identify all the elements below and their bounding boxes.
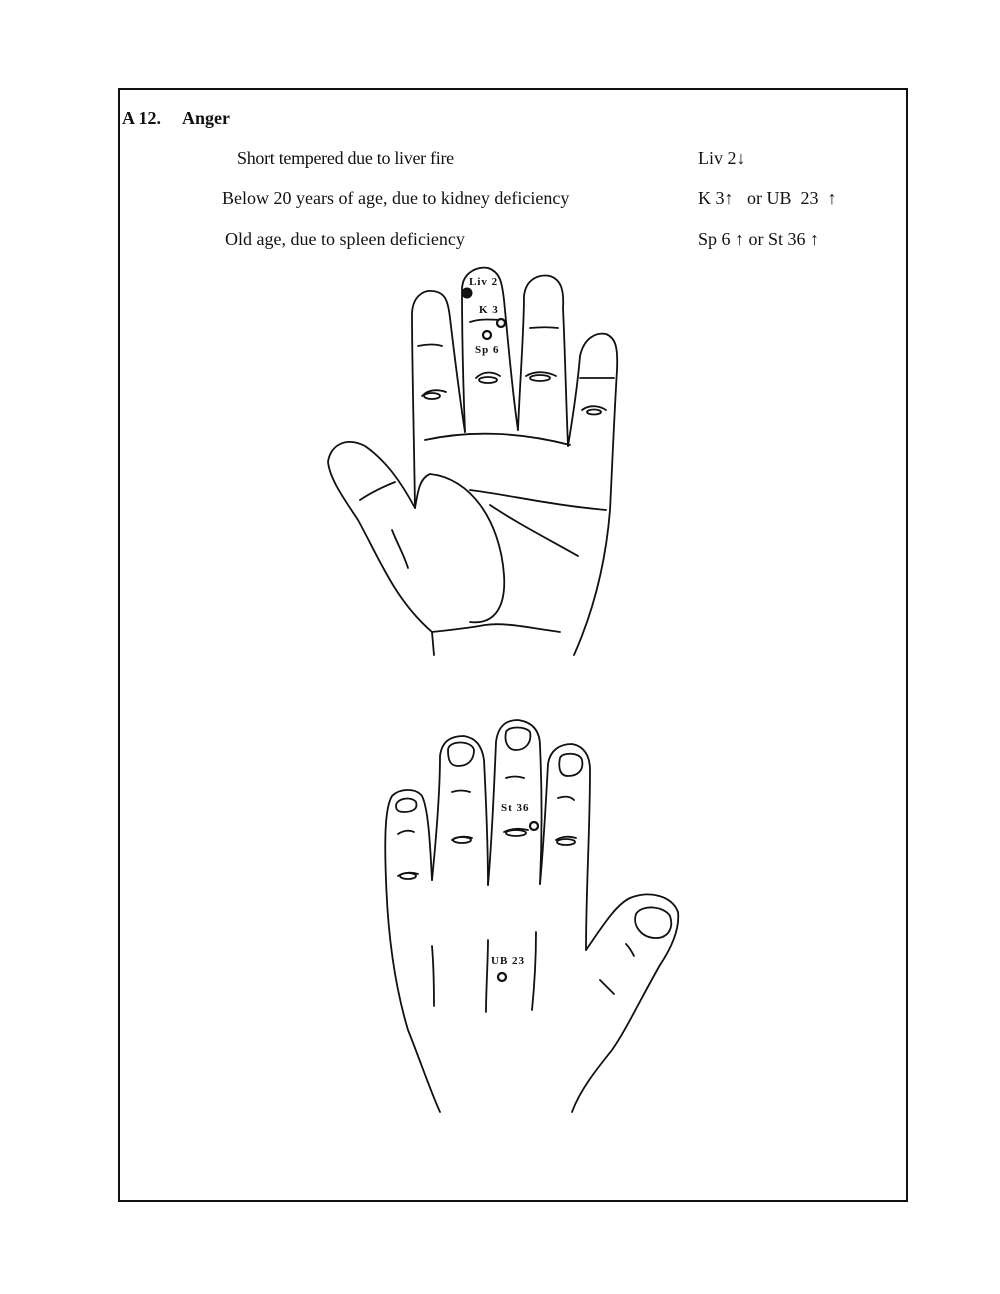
condition-text: Old age, due to spleen deficiency xyxy=(225,229,465,249)
dorsal-hand-drawing xyxy=(385,720,678,1112)
ub23-point-marker xyxy=(498,973,506,981)
treatment-text: K 3↑ or UB 23 ↑ xyxy=(698,188,837,208)
treatment-text: Sp 6 ↑ or St 36 ↑ xyxy=(698,229,820,249)
section-title: Anger xyxy=(182,108,230,128)
treatment-text: Liv 2↓ xyxy=(698,148,746,168)
acupoint-label: UB 23 xyxy=(491,955,526,967)
liv2-point-marker xyxy=(462,288,472,298)
acupoint-label: St 36 xyxy=(501,802,530,814)
acupoint-label: Liv 2 xyxy=(469,276,499,288)
condition-text: Below 20 years of age, due to kidney deficiency xyxy=(222,188,570,208)
sp6-point-marker xyxy=(483,331,491,339)
condition-text: Short tempered due to liver fire xyxy=(237,148,454,168)
acupoint-label: K 3 xyxy=(479,304,499,316)
k3-point-marker xyxy=(497,319,505,327)
palm-hand-drawing xyxy=(328,268,617,655)
st36-point-marker xyxy=(530,822,538,830)
section-number: A 12. xyxy=(122,108,162,128)
acupoint-label: Sp 6 xyxy=(475,344,500,356)
